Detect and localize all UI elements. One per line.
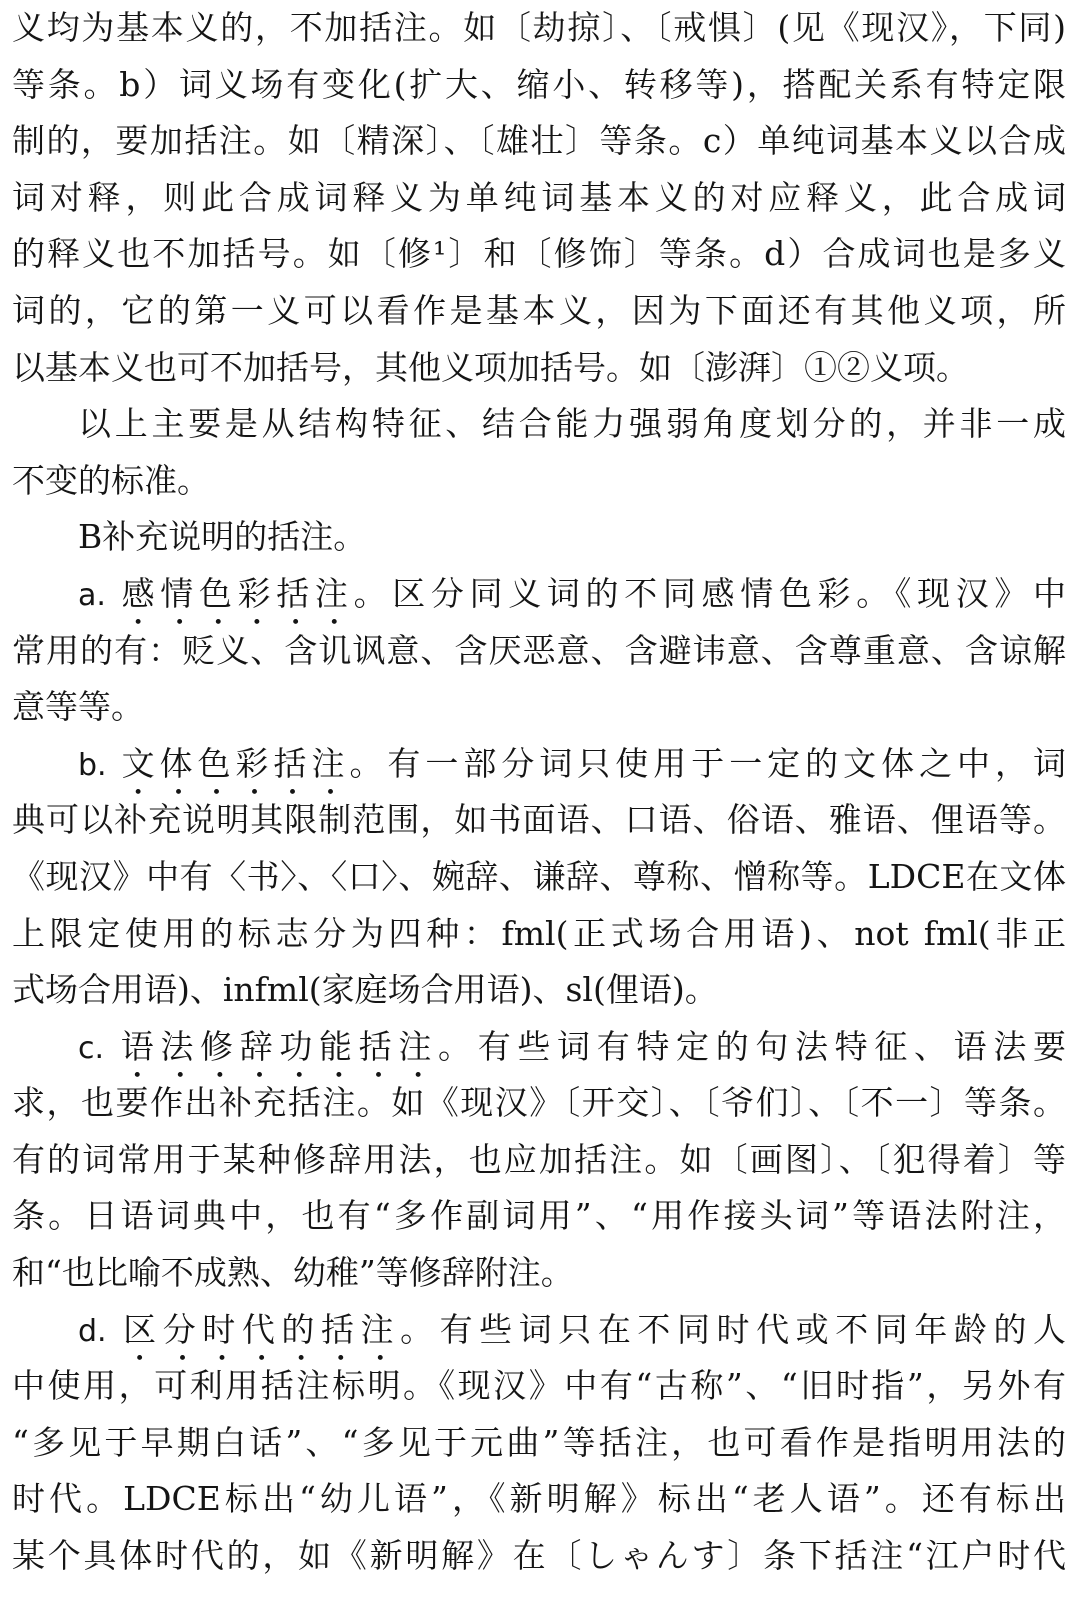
- text-line: 和“也比喻不成熟、幼稚”等修辞附注。: [12, 1253, 574, 1293]
- paragraph-style-color: [12, 736, 1066, 1019]
- text-line: [12, 1019, 1066, 1076]
- item-heading: 文体色彩括注: [116, 743, 350, 783]
- text-line: [12, 1302, 1066, 1359]
- item-heading: 语法修辞功能括注: [114, 1026, 439, 1066]
- text-run: 。有些词只在不同时代或不同年龄的人: [400, 1309, 1066, 1349]
- item-heading: 区分时代的括注: [116, 1309, 401, 1349]
- text-line: 某个具体时代的，如《新明解》在〔しゃんす〕条下括注“江户时代: [12, 1536, 1066, 1576]
- text-line: [12, 736, 1066, 793]
- text-line: 《现汉》中有〈书〉、〈口〉、婉辞、谦辞、尊称、憎称等。LDCE在文体: [12, 856, 1066, 896]
- section-heading: B补充说明的括注。: [78, 517, 367, 557]
- text-line: [12, 566, 1066, 623]
- text-line: 等条。b）词义场有变化(扩大、缩小、转移等)，搭配关系有特定限: [12, 64, 1066, 104]
- text-line: 词对释，则此合成词释义为单纯词基本义的对应释义，此合成词: [12, 177, 1066, 217]
- text-line: 典可以补充说明其限制范围，如书面语、口语、俗语、雅语、俚语等。: [12, 800, 1066, 840]
- paragraph-grammar-rhetoric: [12, 1019, 1066, 1302]
- text-line: 时代。LDCE标出“幼儿语”，《新明解》标出“老人语”。还有标出: [12, 1479, 1066, 1519]
- text-line: 不变的标准。: [12, 460, 210, 500]
- text-line: 以上主要是从结构特征、结合能力强弱角度划分的，并非一成: [78, 404, 1066, 444]
- item-label: a.: [78, 577, 106, 613]
- text-run: 。有一部分词只使用于一定的文体之中，词: [349, 743, 1067, 783]
- text-line: 条。日语词典中，也有“多作副词用”、“用作接头词”等语法附注，: [12, 1196, 1066, 1236]
- text-line: 有的词常用于某种修辞用法，也应加括注。如〔画图〕、〔犯得着〕等: [12, 1139, 1066, 1179]
- text-line: 制的，要加括注。如〔精深〕、〔雄壮〕等条。c）单纯词基本义以合成: [12, 121, 1066, 161]
- section-heading-b: [12, 509, 1066, 566]
- paragraph-summary: [12, 396, 1066, 509]
- text-run: 。区分同义词的不同感情色彩。《现汉》中: [353, 573, 1067, 613]
- text-line: 以基本义也可不加括号，其他义项加括号。如〔澎湃〕①②义项。: [12, 347, 969, 387]
- paragraph-basic-meaning: [12, 0, 1066, 396]
- paragraph-era: [12, 1302, 1066, 1585]
- item-heading: 感情色彩括注: [115, 573, 354, 613]
- item-label: d.: [78, 1313, 107, 1349]
- text-run: 。有些词有特定的句法特征、语法要: [438, 1026, 1067, 1066]
- text-line: “多见于早期白话”、“多见于元曲”等括注，也可看作是指明用法的: [12, 1422, 1066, 1462]
- text-line: 常用的有：贬义、含讥讽意、含厌恶意、含避讳意、含尊重意、含谅解: [12, 630, 1066, 670]
- text-line: 求，也要作出补充括注。如《现汉》〔开交〕、〔爷们〕、〔不一〕等条。: [12, 1083, 1066, 1123]
- text-line: 式场合用语)、infml(家庭场合用语)、sl(俚语)。: [12, 970, 718, 1010]
- text-line: 意等等。: [12, 687, 144, 727]
- text-line: 上限定使用的标志分为四种：fml(正式场合用语)、not fml(非正: [12, 913, 1066, 953]
- paragraph-emotional-color: [12, 566, 1066, 736]
- text-line: 的释义也不加括号。如〔修¹〕和〔修饰〕等条。d）合成词也是多义: [12, 234, 1066, 274]
- item-label: c.: [78, 1030, 105, 1066]
- text-line: 词的，它的第一义可以看作是基本义，因为下面还有其他义项，所: [12, 290, 1066, 330]
- text-line: 义均为基本义的，不加括注。如〔劫掠〕、〔戒惧〕(见《现汉》，下同): [12, 8, 1066, 47]
- text-line: 中使用，可利用括注标明。《现汉》中有“古称”、“旧时指”，另外有: [12, 1366, 1066, 1406]
- item-label: b.: [78, 747, 107, 783]
